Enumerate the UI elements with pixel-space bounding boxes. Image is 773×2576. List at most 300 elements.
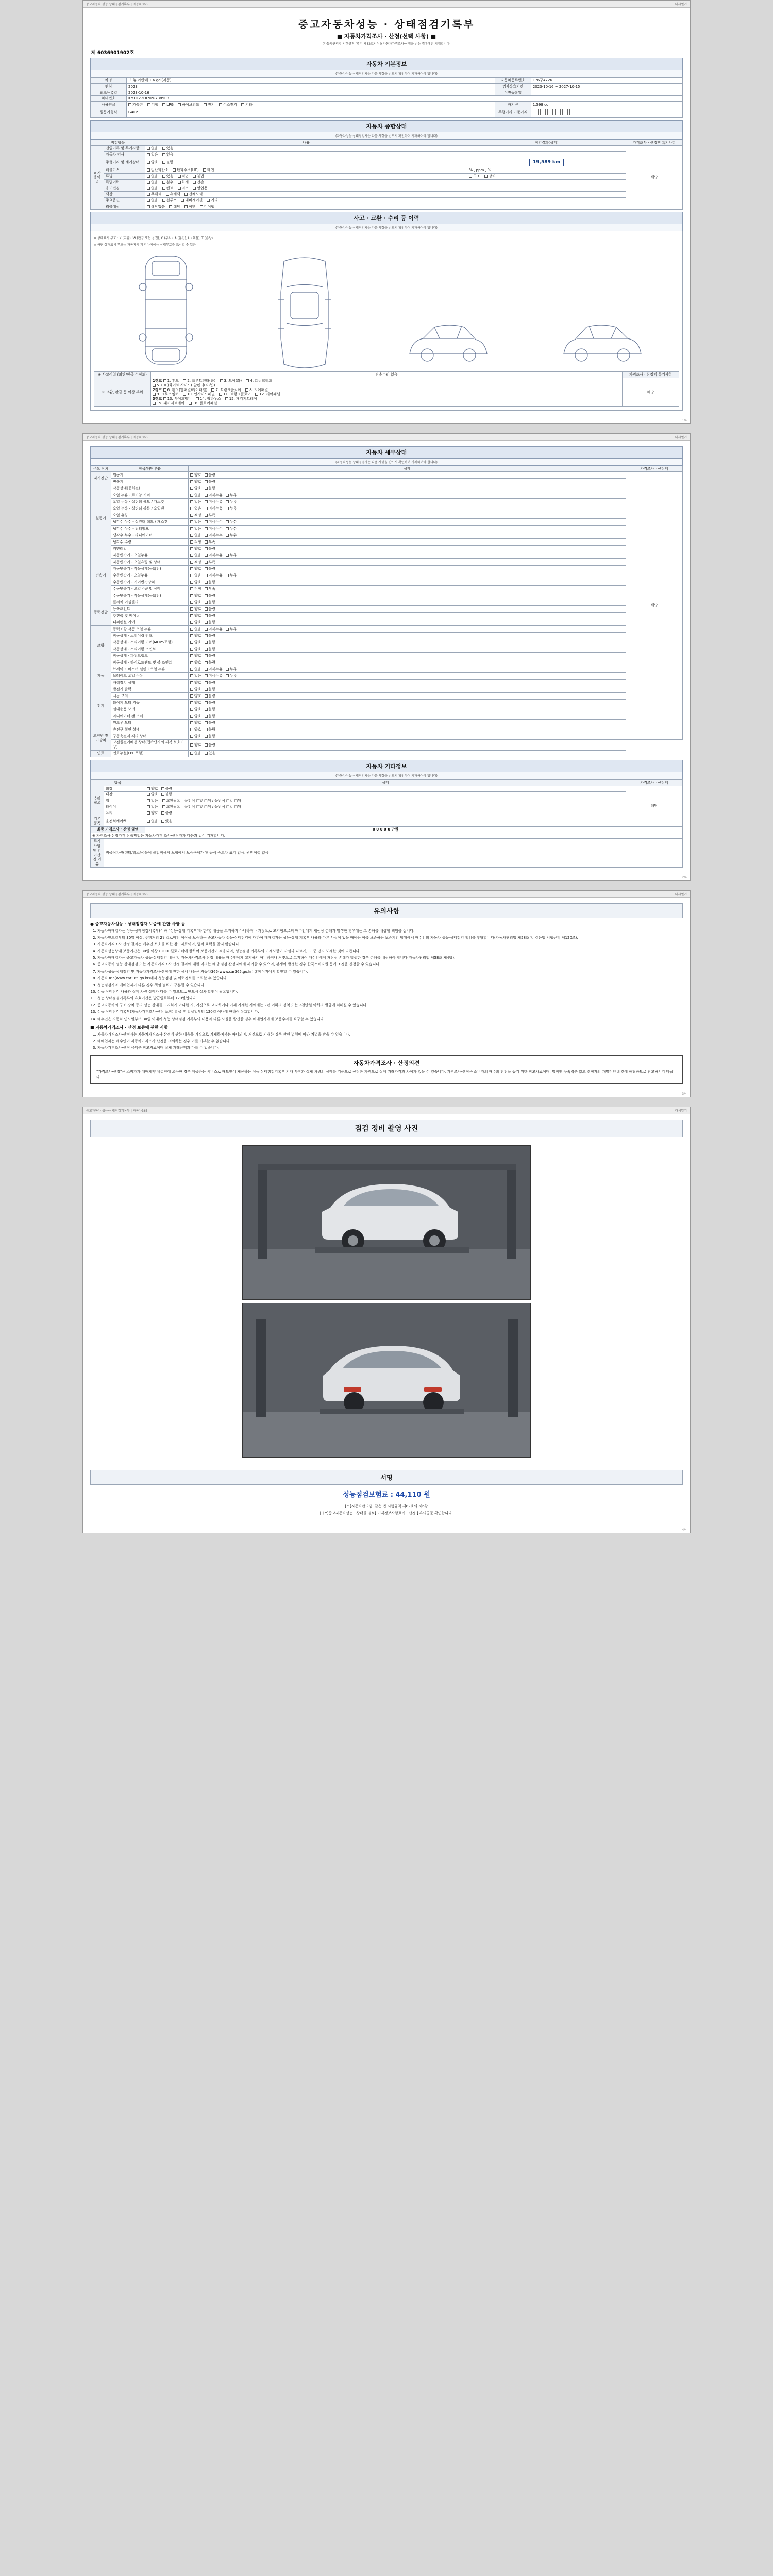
photo-lift-front[interactable]	[242, 1145, 531, 1300]
checkbox-int-bad[interactable]	[161, 793, 164, 796]
detail-group-powertrain: 동력전달	[91, 599, 111, 626]
checkbox-alt-ok[interactable]	[190, 688, 193, 691]
detail-opts-2-2[interactable]: 양호 불량	[189, 566, 626, 572]
car-diagrams	[94, 248, 679, 371]
digit-box-2[interactable]	[540, 109, 546, 115]
notice-item-4: 5. 자동차매매업자는 중고자동차 성능·상태점검 내용 및 자동차가격조사·산정 내용을 매수인에게 고지하지 아니하거나 거짓으로 고지하여 매수인에게 재산상 손해가 발생한 경우 손해를 배상해야 합니다(자동차관리법 제58조 제4항).	[97, 955, 683, 960]
final-price-note: ※ 가격조사·산정가격 산출방법은 자동차가격 조사·산정자가 다음과 같이 기재합니다.	[91, 833, 683, 839]
checkbox-use-lease[interactable]	[178, 187, 181, 190]
checkbox-tuning-legal[interactable]	[178, 175, 181, 178]
checkbox-fuel-gasoline[interactable]	[128, 103, 131, 106]
checkbox-cvjoint-ok[interactable]	[190, 607, 193, 611]
footer-note-1: [ㄱ]자동차관리법, 같은 법 시행규칙 제82호의 제6항	[345, 1504, 428, 1509]
page-3-footer: 3/4	[682, 1092, 687, 1096]
checkbox-starter-bad[interactable]	[205, 694, 208, 698]
checkbox-waterpump-minor[interactable]	[205, 527, 208, 530]
mileage-cell	[467, 158, 626, 167]
checkbox-blower-bad[interactable]	[205, 708, 208, 711]
browser-reopen-3[interactable]: 다시열기	[675, 892, 687, 896]
checkbox-fuelleak-none[interactable]	[190, 752, 193, 755]
photo-gallery	[90, 1137, 683, 1466]
part-label-5-1: 14. 휠하우스	[200, 397, 221, 401]
checkbox-recall-undone[interactable]	[200, 205, 203, 208]
checkbox-prev-yes[interactable]	[162, 147, 165, 150]
detail-item-3-2: 추진축 및 베어링	[111, 613, 189, 619]
checkbox-booster-bad[interactable]	[205, 681, 208, 684]
accident-diagram	[90, 231, 683, 410]
checkbox-color-full[interactable]	[184, 193, 188, 196]
detail-opts-5-1[interactable]: 없음 미세누유 누유	[189, 673, 626, 680]
car-side-right	[559, 313, 646, 369]
digit-box-4[interactable]	[555, 109, 561, 115]
checkbox-blower-ok[interactable]	[190, 708, 193, 711]
other-opts-5[interactable]: 없음 있음	[145, 816, 626, 827]
checkbox-pcrank-ok[interactable]	[190, 654, 193, 657]
detail-opts-5-0[interactable]: 없음 미세누유 누유	[189, 666, 626, 673]
checkbox-fuel-diesel[interactable]	[147, 103, 150, 106]
checkbox-tierod-ok[interactable]	[190, 661, 193, 664]
checkbox-mt-work-ok[interactable]	[190, 594, 193, 597]
mileage-value: 19,589 km	[529, 159, 564, 166]
detail-opts-4-0[interactable]: 없음 미세누유 누유	[189, 626, 626, 633]
checkbox-insp-yes[interactable]	[162, 153, 165, 156]
checkbox-recall-done[interactable]	[184, 205, 188, 208]
checkbox-mt-oil-ok[interactable]	[190, 587, 193, 590]
checkbox-boil-leak[interactable]	[226, 674, 229, 677]
detail-opts-2-5[interactable]: 적정 부족	[189, 586, 626, 592]
checkbox-eng-idle-bad[interactable]	[205, 487, 208, 490]
checkbox-eng-idle-ok[interactable]	[190, 487, 193, 490]
detail-opts-1-5[interactable]: 없음 미세누수 누수	[189, 519, 626, 526]
overall-row-opts-7[interactable]: 무채색 유채색 전체도색	[145, 192, 467, 198]
checkbox-at-work-bad[interactable]	[205, 567, 208, 570]
detail-opts-1-0[interactable]: 양호 불량	[189, 485, 626, 492]
checkbox-odo-normal[interactable]	[147, 161, 150, 164]
checkbox-diff-ok[interactable]	[190, 621, 193, 624]
accident-part-group-1	[153, 383, 620, 388]
checkbox-ps-leak-yes[interactable]	[226, 628, 229, 631]
other-group-basic: 기본품목	[91, 816, 104, 827]
checkbox-part-trunk-floor[interactable]	[211, 388, 214, 392]
other-group-repair: 수리필요	[91, 786, 104, 816]
checkbox-starter-ok[interactable]	[190, 694, 193, 698]
checkbox-boil-minor[interactable]	[205, 674, 208, 677]
checkbox-opt-none[interactable]	[147, 199, 150, 202]
checkbox-cool-head-none[interactable]	[190, 520, 193, 523]
checkbox-hv-wire-ok[interactable]	[190, 743, 193, 747]
checkbox-propshaft-ok[interactable]	[190, 614, 193, 617]
detail-col-4: 가격조사 · 산정액	[626, 466, 683, 472]
page-1-footer: 1/4	[682, 418, 687, 422]
overall-row-opts-9[interactable]: 해당없음 해당 이행 미이행	[145, 204, 467, 210]
checkbox-part-hood[interactable]	[163, 379, 166, 382]
checkbox-sd-engine-bad[interactable]	[205, 473, 208, 477]
checkbox-recall-na[interactable]	[147, 205, 150, 208]
detail-opts-1-1[interactable]: 없음 미세누유 누유	[189, 492, 626, 499]
checkbox-color-mono[interactable]	[147, 193, 150, 196]
overall-row-opts-8[interactable]: 없음 선루프 내비게이션 기타	[145, 197, 467, 204]
detail-opts-1-4[interactable]: 적정 부족	[189, 512, 626, 519]
checkbox-mt-leak-none[interactable]	[190, 574, 193, 577]
browser-bar	[83, 1, 690, 8]
checkbox-opt-etc[interactable]	[207, 199, 210, 202]
checkbox-wheel-change[interactable]	[162, 799, 165, 802]
checkbox-wiper-ok[interactable]	[190, 701, 193, 704]
detail-item-1-4: 오일 유량	[111, 512, 189, 519]
checkbox-at-oil-ok[interactable]	[190, 561, 193, 564]
digit-box-1[interactable]	[533, 109, 539, 115]
checkbox-rocker-none[interactable]	[190, 494, 193, 497]
checkbox-waterpump-none[interactable]	[190, 527, 193, 530]
detail-group-selfdiag: 자기진단	[91, 472, 111, 485]
detail-state-table	[90, 466, 683, 757]
part-label-0-1: 2. 프론트펜더(좌)	[187, 379, 216, 383]
checkbox-part-rear-panel[interactable]	[245, 388, 248, 392]
checkbox-spump-ok[interactable]	[190, 634, 193, 637]
checkbox-part-front-fender-l[interactable]	[183, 379, 186, 382]
checkbox-hv-wire-bad[interactable]	[205, 743, 208, 747]
detail-opts-7-0[interactable]: 양호 불량	[189, 726, 626, 733]
checkbox-at-leak-minor[interactable]	[205, 554, 208, 557]
checkbox-use-business[interactable]	[193, 187, 196, 190]
wheel-position-note: 운전석 □앞 □뒤 / 동반석 □앞 □뒤	[184, 799, 241, 803]
checkbox-tire-change[interactable]	[162, 805, 165, 808]
checkbox-mt-leak-minor[interactable]	[205, 574, 208, 577]
checkbox-ext-ok[interactable]	[147, 787, 150, 790]
checkbox-at-oil-low[interactable]	[205, 561, 208, 564]
digit-box-5[interactable]	[562, 109, 568, 115]
detail-item-7-2: 고전원전기배선 상태(접속단자의 피복,보호기구)	[111, 740, 189, 751]
checkbox-boil-none[interactable]	[190, 674, 193, 677]
checkbox-part-trunk-lid[interactable]	[246, 379, 249, 382]
checkbox-tuning-illegal[interactable]	[193, 175, 196, 178]
checkbox-ext-bad[interactable]	[161, 787, 164, 790]
checkbox-emission-smoke[interactable]	[203, 168, 206, 172]
detail-opts-7-1[interactable]: 양호 불량	[189, 733, 626, 740]
fuel-label-0: 가솔린	[132, 103, 143, 107]
detail-opts-3-3[interactable]: 양호 불량	[189, 619, 626, 626]
photo-lift-rear[interactable]	[242, 1303, 531, 1458]
detail-opts-6-2[interactable]: 양호 불량	[189, 700, 626, 706]
overall-row-label-5: 특별이력	[104, 179, 145, 185]
detail-group-hv: 고전원 전기장치	[91, 726, 111, 751]
price-digit-boxes[interactable]	[531, 108, 682, 117]
checkbox-sgear-ok[interactable]	[190, 641, 193, 644]
checkbox-sd-trans-bad[interactable]	[205, 480, 208, 483]
part-label-5-2: 15. 패키지트레이	[229, 397, 257, 401]
checkbox-sd-trans-ok[interactable]	[190, 480, 193, 483]
detail-opts-1-6[interactable]: 없음 미세누수 누수	[189, 526, 626, 532]
detail-opts-3-0[interactable]: 양호 불량	[189, 599, 626, 606]
checkbox-radfan-ok[interactable]	[190, 715, 193, 718]
checkbox-fuel-other[interactable]	[241, 103, 244, 106]
detail-opts-1-8[interactable]: 적정 부족	[189, 539, 626, 546]
car-side-left	[405, 313, 492, 369]
checkbox-ps-leak-minor[interactable]	[205, 628, 208, 631]
detail-opts-4-5[interactable]: 양호 불량	[189, 659, 626, 666]
checkbox-tuning-none[interactable]	[147, 175, 150, 178]
signature-title: 서명	[90, 1470, 683, 1485]
overall-row-opts-2[interactable]: 양호 불량	[145, 158, 467, 167]
detail-item-6-3: 실내송풍 모터	[111, 706, 189, 713]
checkbox-tierod-bad[interactable]	[205, 661, 208, 664]
detail-item-1-7: 냉각수 누수 - 라디에이터	[111, 532, 189, 539]
checkbox-special-flood[interactable]	[162, 181, 165, 184]
checkbox-radiator-minor[interactable]	[205, 534, 208, 537]
detail-opts-6-0[interactable]: 양호 불량	[189, 686, 626, 693]
digit-box-7[interactable]	[577, 109, 582, 115]
detail-opts-8-0[interactable]: 없음 있음	[189, 750, 626, 757]
checkbox-mt-gear-bad[interactable]	[205, 581, 208, 584]
checkbox-insp-none[interactable]	[147, 153, 150, 156]
detail-opts-2-4[interactable]: 양호 불량	[189, 579, 626, 586]
checkbox-bmc-none[interactable]	[190, 668, 193, 671]
digit-box-3[interactable]	[547, 109, 553, 115]
checkbox-propshaft-bad[interactable]	[205, 614, 208, 617]
detail-opts-2-6[interactable]: 양호 불량	[189, 592, 626, 599]
checkbox-window-bad[interactable]	[205, 721, 208, 724]
detail-opts-1-7[interactable]: 없음 미세누수 누수	[189, 532, 626, 539]
detail-opts-4-1[interactable]: 양호 불량	[189, 633, 626, 639]
detail-opts-5-2[interactable]: 양호 불량	[189, 680, 626, 686]
checkbox-fuel-lpg[interactable]	[162, 103, 165, 106]
checkbox-part-front-panel[interactable]	[163, 388, 166, 392]
checkbox-glass-ok[interactable]	[147, 811, 150, 815]
overall-row-opts-0[interactable]: 없음 있음	[145, 146, 467, 152]
detail-item-6-1: 시동 모터	[111, 693, 189, 700]
part-label-0-0: 1. 후드	[167, 379, 179, 383]
checkbox-radiator-leak[interactable]	[226, 534, 229, 537]
overall-row-opts-3[interactable]: 일산화탄소 탄화수소(HC) 매연	[145, 167, 467, 174]
checkbox-part-rear-panel-2[interactable]	[255, 393, 258, 396]
notice-item-5: 6. 중고자동차 성능·상태점검 또는 자동차가격조사·산정 결과에 대한 이의는 해당 점검·산정자에게 제기할 수 있으며, 분쟁이 발생한 경우 한국소비자원 등에 조정을 신청할 수 있습니다.	[97, 962, 683, 967]
checkbox-mt-oil-low[interactable]	[205, 587, 208, 590]
checkbox-at-leak-yes[interactable]	[226, 554, 229, 557]
checkbox-block-leak[interactable]	[226, 507, 229, 510]
checkbox-odo-bad[interactable]	[162, 161, 165, 164]
checkbox-block-minor[interactable]	[205, 507, 208, 510]
checkbox-cool-head-leak[interactable]	[226, 520, 229, 523]
checkbox-hv-batt-bad[interactable]	[205, 735, 208, 738]
page-note: (자동차관리법 시행규칙 [별지 제82호서식]) 자동차가격조사·산정을 받는 경우에만 기재합니다.	[322, 42, 451, 46]
checkbox-block-none[interactable]	[190, 507, 193, 510]
detail-opts-3-2[interactable]: 양호 불량	[189, 613, 626, 619]
checkbox-at-leak-none[interactable]	[190, 554, 193, 557]
detail-opts-0-0[interactable]: 양호 불량	[189, 472, 626, 479]
checkbox-radiator-none[interactable]	[190, 534, 193, 537]
checkbox-fuel-electric[interactable]	[204, 103, 207, 106]
section-accident-title: 사고 · 교환 · 수리 등 이력	[90, 212, 683, 224]
checkbox-clutch-ok[interactable]	[190, 601, 193, 604]
value-engine-type: G4FP	[127, 108, 495, 117]
checkbox-cool-head-minor[interactable]	[205, 520, 208, 523]
checkbox-head-none[interactable]	[190, 500, 193, 503]
checkbox-hv-port-ok[interactable]	[190, 728, 193, 731]
checkbox-rocker-minor[interactable]	[205, 494, 208, 497]
overall-row-opts-1[interactable]: 없음 있음	[145, 152, 467, 158]
checkbox-tuning-yes[interactable]	[162, 175, 165, 178]
detail-item-3-0: 클러치 어셈블리	[111, 599, 189, 606]
checkbox-emission-co[interactable]	[147, 168, 150, 172]
notice2-item-1: 2. 매매업자는 매수인이 자동차가격조사·산정을 의뢰하는 경우 이를 거부할 수 없습니다.	[97, 1039, 683, 1044]
checkbox-part-floor-panel[interactable]	[189, 402, 192, 405]
checkbox-spump-bad[interactable]	[205, 634, 208, 637]
checkbox-tire-none[interactable]	[147, 805, 150, 808]
detail-opts-3-1[interactable]: 양호 불량	[189, 606, 626, 613]
checkbox-sjoint-ok[interactable]	[190, 648, 193, 651]
label-engine-type: 원동기형식	[91, 108, 127, 117]
final-price-blank	[626, 826, 683, 833]
detail-item-4-3: 작동상태 - 스티어링 조인트	[111, 646, 189, 653]
checkbox-hv-port-bad[interactable]	[205, 728, 208, 731]
detail-group-brake: 제동	[91, 666, 111, 686]
checkbox-part-wheel-house[interactable]	[196, 397, 199, 400]
part-label-2-0: 6. 휀더(앞패널/리어패널)	[167, 387, 208, 392]
detail-opts-6-4[interactable]: 양호 불량	[189, 713, 626, 720]
checkbox-diff-bad[interactable]	[205, 621, 208, 624]
checkbox-window-ok[interactable]	[190, 721, 193, 724]
checkbox-head-minor[interactable]	[205, 500, 208, 503]
other-item-2: 휠	[104, 798, 145, 804]
checkbox-prev-none[interactable]	[147, 147, 150, 150]
other-opts-4[interactable]: 양호 불량	[145, 810, 626, 816]
checkbox-booster-ok[interactable]	[190, 681, 193, 684]
detail-opts-4-4[interactable]: 양호 불량	[189, 653, 626, 659]
checkbox-sgear-bad[interactable]	[205, 641, 208, 644]
checkbox-part-trunk-floor-2[interactable]	[219, 393, 222, 396]
checkbox-clutch-bad[interactable]	[205, 601, 208, 604]
overall-col-item: 점검항목	[91, 140, 145, 146]
checkbox-commonrail-bad[interactable]	[205, 547, 208, 550]
other-opts-3[interactable]: 없음 교환필요 운전석 □앞 □뒤 / 동반석 □앞 □뒤	[145, 804, 626, 810]
checkbox-use-rent[interactable]	[162, 187, 165, 190]
checkbox-at-work-ok[interactable]	[190, 567, 193, 570]
part-label-5-0: 13. 사이드멤버	[167, 397, 192, 401]
other-opts-1[interactable]: 양호 불량	[145, 792, 626, 798]
checkbox-hv-batt-ok[interactable]	[190, 735, 193, 738]
overall-row-label-2: 주행거리 및 계기상태	[104, 158, 145, 167]
checkbox-part-side-panel[interactable]	[153, 384, 156, 387]
notice-item-1: 2. 자동차인도일부터 30일 이상, 주행거리 2천킬로미터 이상을 보증하는 중고자동차 성능·상태점검에 대하여 매매업자는 성능·상태 기록부 내용과 다른 사실이 있을 때에는 이를 보증하는 보증기간 범위에서 매수인의 자동차 성능·상태점검 책임을 부담합니다(자동차관리법 제58조 및 같은법 시행규칙 제120조).	[97, 935, 683, 940]
checkbox-oilqty-low[interactable]	[205, 514, 208, 517]
checkbox-special-none[interactable]	[147, 181, 150, 184]
section-detail-title: 자동차 세부상태	[90, 446, 683, 459]
detail-opts-6-5[interactable]: 양호 불량	[189, 720, 626, 726]
overall-row-opts-4[interactable]: 없음 있음 적법 불법	[145, 173, 467, 179]
checkbox-mt-leak-yes[interactable]	[226, 574, 229, 577]
checkbox-part-door-l[interactable]	[220, 379, 223, 382]
checkbox-coolqty-ok[interactable]	[190, 540, 193, 544]
checkbox-oilqty-ok[interactable]	[190, 514, 193, 517]
checkbox-wheel-none[interactable]	[147, 799, 150, 802]
detail-opts-4-3[interactable]: 양호 불량	[189, 646, 626, 653]
overall-row-opts-6[interactable]: 없음 렌트 리스 영업용	[145, 185, 467, 192]
detail-opts-2-1[interactable]: 적정 부족	[189, 559, 626, 566]
checkbox-commonrail-ok[interactable]	[190, 547, 193, 550]
checkbox-waterpump-leak[interactable]	[226, 527, 229, 530]
checkbox-part-cross-member[interactable]	[153, 393, 156, 396]
checkbox-part-package-tray[interactable]	[225, 397, 228, 400]
browser-reopen[interactable]: 다시열기	[675, 3, 687, 6]
notice-item-6: 7. 자동차성능·상태점검 및 자동차가격조사·산정에 관한 상세 내용은 자동차365(www.car365.go.kr) 홈페이지에서 확인할 수 있습니다.	[97, 969, 683, 974]
detail-opts-7-2[interactable]: 양호 불량	[189, 740, 626, 751]
detail-opts-1-9[interactable]: 양호 불량	[189, 546, 626, 552]
checkbox-mt-work-bad[interactable]	[205, 594, 208, 597]
accident-part-group-0	[153, 379, 620, 383]
checkbox-recall-yes[interactable]	[169, 205, 172, 208]
other-opts-2[interactable]: 없음 교환필요 운전석 □앞 □뒤 / 동반석 □앞 □뒤	[145, 798, 626, 804]
checkbox-sjoint-bad[interactable]	[205, 648, 208, 651]
detail-opts-4-2[interactable]: 양호 불량	[189, 639, 626, 646]
checkbox-opt-sunroof[interactable]	[162, 199, 165, 202]
detail-opts-6-3[interactable]: 양호 불량	[189, 706, 626, 713]
detail-opts-0-1[interactable]: 양호 불량	[189, 479, 626, 485]
checkbox-emission-hc[interactable]	[173, 168, 176, 172]
detail-opts-1-2[interactable]: 없음 미세누유 누유	[189, 499, 626, 505]
other-item-5: 운전석에어백	[104, 816, 145, 827]
overall-col-result: 점검결과(상태)	[467, 140, 626, 146]
checkbox-part-inside-panel[interactable]	[183, 393, 186, 396]
checkbox-pcrank-bad[interactable]	[205, 654, 208, 657]
checkbox-color-chroma[interactable]	[166, 193, 169, 196]
checkbox-fuelleak-yes[interactable]	[205, 752, 208, 755]
detail-opts-6-1[interactable]: 양호 불량	[189, 693, 626, 700]
checkbox-coolqty-low[interactable]	[205, 540, 208, 544]
checkbox-tuning-device[interactable]	[484, 175, 488, 178]
checkbox-ps-leak-none[interactable]	[190, 628, 193, 631]
checkbox-special-total[interactable]	[193, 181, 196, 184]
checkbox-opt-nav[interactable]	[181, 199, 184, 202]
checkbox-special-fire[interactable]	[178, 181, 181, 184]
checkbox-head-leak[interactable]	[226, 500, 229, 503]
detail-opts-2-3[interactable]: 없음 미세누유 누유	[189, 572, 626, 579]
fuel-options[interactable]	[127, 102, 495, 108]
checkbox-fuel-hybrid[interactable]	[178, 103, 181, 106]
other-opts-0[interactable]: 양호 불량	[145, 786, 626, 792]
checkbox-int-ok[interactable]	[147, 793, 150, 796]
label-regno: 자동차등록번호	[495, 78, 531, 84]
checkbox-use-none[interactable]	[147, 187, 150, 190]
checkbox-cvjoint-bad[interactable]	[205, 607, 208, 611]
checkbox-fuel-hydrogen[interactable]	[219, 103, 222, 106]
checkbox-part-side-member[interactable]	[163, 397, 166, 400]
checkbox-bmc-leak[interactable]	[226, 668, 229, 671]
checkbox-bmc-minor[interactable]	[205, 668, 208, 671]
overall-row-opts-5[interactable]: 없음 침수 화재 전손	[145, 179, 467, 185]
checkbox-mt-gear-ok[interactable]	[190, 581, 193, 584]
accident-parts-table	[94, 371, 679, 406]
overall-group-usage: ※ 사용이력	[91, 146, 104, 210]
checkbox-sd-engine-ok[interactable]	[190, 473, 193, 477]
browser-bar-4	[83, 1107, 690, 1114]
checkbox-tuning-structure[interactable]	[469, 175, 472, 178]
checkbox-glass-bad[interactable]	[161, 811, 164, 815]
checkbox-rocker-leak[interactable]	[226, 494, 229, 497]
browser-reopen-2[interactable]: 다시열기	[675, 435, 687, 439]
browser-reopen-4[interactable]: 다시열기	[675, 1109, 687, 1113]
checkbox-radfan-bad[interactable]	[205, 715, 208, 718]
digit-box-6[interactable]	[569, 109, 575, 115]
checkbox-alt-bad[interactable]	[205, 688, 208, 691]
checkbox-airbag-none[interactable]	[147, 820, 150, 823]
detail-opts-2-0[interactable]: 없음 미세누유 누유	[189, 552, 626, 559]
checkbox-airbag-yes[interactable]	[161, 820, 164, 823]
page-4-footer: 4/4	[682, 1528, 687, 1532]
other-item-0: 외장	[104, 786, 145, 792]
detail-opts-1-3[interactable]: 없음 미세누유 누유	[189, 505, 626, 512]
checkbox-wiper-bad[interactable]	[205, 701, 208, 704]
checkbox-part-package-tray-2[interactable]	[153, 402, 156, 405]
